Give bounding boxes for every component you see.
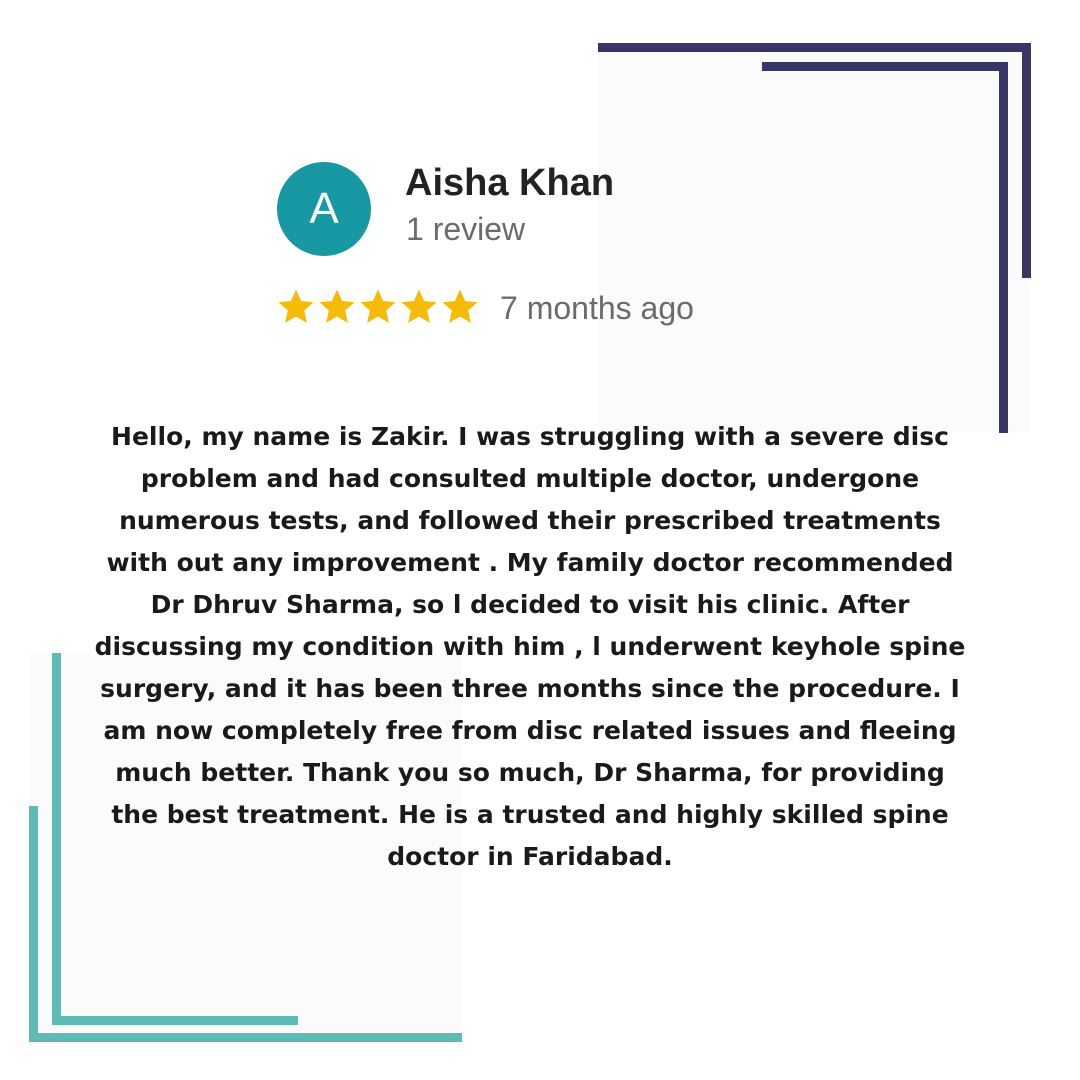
star-icon: [440, 287, 480, 327]
avatar-letter: A: [309, 184, 339, 233]
star-icon: [358, 287, 398, 327]
star-rating: [276, 287, 480, 327]
star-icon: [276, 287, 316, 327]
review-text: Hello, my name is Zakir. I was struggling with a severe disc problem and had consulted multiple doctor, undergone numerous tests, and followed their prescribed treatments with out any improvement . My family doctor recommended Dr Dhruv Sharma, so l decided to visit his clinic. After discussing my condition with him , l underwent keyhole spine surgery, and it has been three months since the procedure. I am now completely free from disc related issues and fleeing much better. Thank you so much, Dr Sharma, for providing the best treatment. He is a trusted and highly skilled spine doctor in Faridabad.: [94, 422, 966, 871]
review-count: 1 review: [406, 211, 526, 247]
reviewer-name: Aisha Khan: [405, 162, 615, 204]
review-time: 7 months ago: [500, 290, 694, 326]
star-icon: [317, 287, 357, 327]
star-icon: [399, 287, 439, 327]
avatar: [277, 162, 371, 256]
